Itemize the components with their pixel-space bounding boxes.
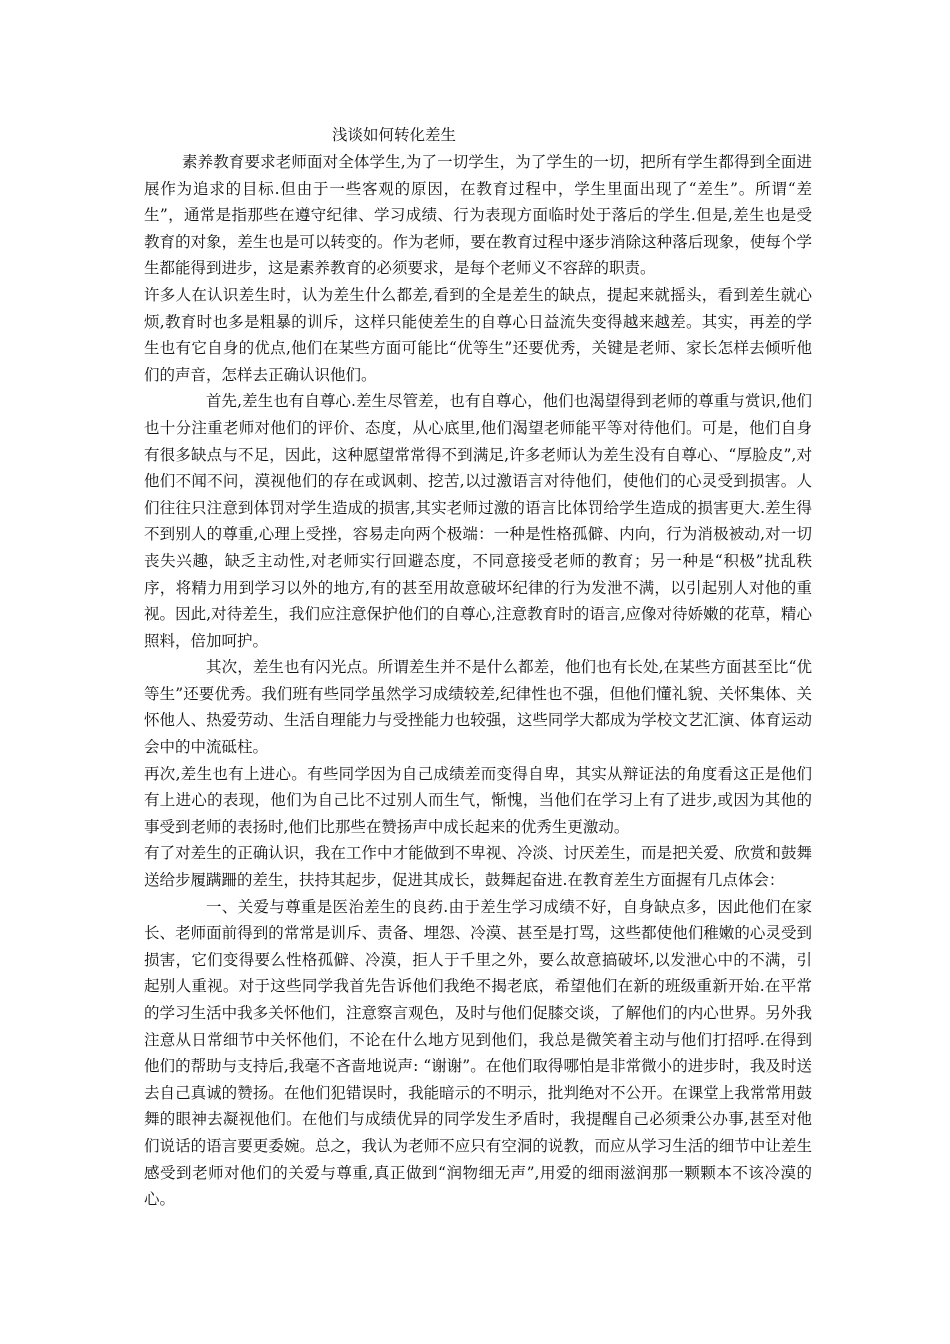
paragraph-misconception: 许多人在认识差生时，认为差生什么都差,看到的全是差生的缺点，提起来就摇头，看到差生就心烦,教育时也多是粗暴的训斥，这样只能使差生的自尊心日益流失变得越来越差。其实，再差的学生也有它自身的优点,他们在某些方面可能比“优等生”还要优秀，关键是老师、家长怎样去倾听他们的声音，怎样去正确认识他们。 [144,285,812,384]
paragraph-intro: 素养教育要求老师面对全体学生,为了一切学生，为了学生的一切，把所有学生都得到全面进展作为追求的目标.但由于一些客观的原因，在教育过程中，学生里面出现了“差生”。所谓“差生”，通常是指那些在遵守纪律、学习成绩、行为表现方面临时处于落后的学生.但是,差生也是受教育的对象，差生也是可以转变的。作为老师，要在教育过程中逐步消除这种落后现象，使每个学生都能得到进步，这是素养教育的必须要求，是每个老师义不容辞的职责。 [144,153,812,278]
paragraph-self-esteem: 首先,差生也有自尊心.差生尽管差，也有自尊心，他们也渴望得到老师的尊重与赏识,他们也十分注重老师对他们的评价、态度，从心底里,他们渴望老师能平等对待他们。可是，他们自身有很多缺点与不足，因此，这种愿望常常得不到满足,许多老师认为差生没有自尊心、“厚脸皮”,对他们不闻不问，漠视他们的存在或讽刺、挖苦,以过激语言对待他们，使他们的心灵受到损害。人们往往只注意到体罚对学生造成的损害,其实老师过激的语言比体罚给学生造成的损害更大.差生得不到别人的尊重,心理上受挫，容易走向两个极端：一种是性格孤僻、内向，行为消极被动,对一切丧失兴趣，缺乏主动性,对老师实行回避态度，不同意接受老师的教育；另一种是“积极”扰乱秩序，将精力用到学习以外的地方,有的甚至用故意破坏纪律的行为发泄不满，以引起别人对他的重视。因此,对待差生，我们应注意保护他们的自尊心,注意教育时的语言,应像对待娇嫩的花草，精心照料，倍加呵护。 [144,392,812,650]
paragraph-strengths: 其次，差生也有闪光点。所谓差生并不是什么都差，他们也有长处,在某些方面甚至比“优等生”还要优秀。我们班有些同学虽然学习成绩较差,纪律性也不强，但他们懂礼貌、关怀集体、关怀他人、热爱劳动、生活自理能力与受挫能力也较强，这些同学大都成为学校文艺汇演、体育运动会中的中流砥柱。 [144,658,812,757]
paragraph-experience: 有了对差生的正确认识，我在工作中才能做到不卑视、冷淡、讨厌差生，而是把关爱、欣赏和鼓舞送给步履蹒跚的差生，扶持其起步，促进其成长，鼓舞起奋进.在教育差生方面握有几点体会： [144,844,812,890]
document-page [144,125,812,1213]
paragraph-ambition: 再次,差生也有上进心。有些同学因为自己成绩差而变得自卑，其实从辩证法的角度看这正是他们有上进心的表现，他们为自己比不过别人而生气，惭愧，当他们在学习上有了进步,或因为其他的事受到老师的表扬时,他们比那些在赞扬声中成长起来的优秀生更激动。 [144,764,812,836]
document-title: 浅谈如何转化差生 [332,126,457,144]
paragraph-love-and-respect: 一、关爱与尊重是医治差生的良药.由于差生学习成绩不好，自身缺点多，因此他们在家长、老师面前得到的常常是训斥、责备、埋怨、冷漠、甚至是打骂，这些都使他们稚嫩的心灵受到损害，它们变得要么性格孤僻、冷漠，拒人于千里之外，要么故意搞破坏,以发泄心中的不满，引起别人重视。对于这些同学我首先告诉他们我绝不揭老底，希望他们在新的班级重新开始.在平常的学习生活中我多关怀他们，注意察言观色，及时与他们促膝交谈，了解他们的内心世界。另外我注意从日常细节中关怀他们，不论在什么地方见到他们，我总是微笑着主动与他们打招呼.在得到他们的帮助与支持后,我毫不吝啬地说声: “谢谢”。在他们取得哪怕是非常微小的进步时，我及时送去自己真诚的赞扬。在他们犯错误时，我能暗示的不明示，批判绝对不公开。在课堂上我常常用鼓舞的眼神去凝视他们。在他们与成绩优异的同学发生矛盾时，我提醒自己必须秉公办事,甚至对他们说话的语言要更委婉。总之，我认为老师不应只有空洞的说教，而应从学习生活的细节中让差生感受到老师对他们的关爱与尊重,真正做到“润物细无声”,用爱的细雨滋润那一颗颗本不该冷漠的心。 [144,897,812,1209]
